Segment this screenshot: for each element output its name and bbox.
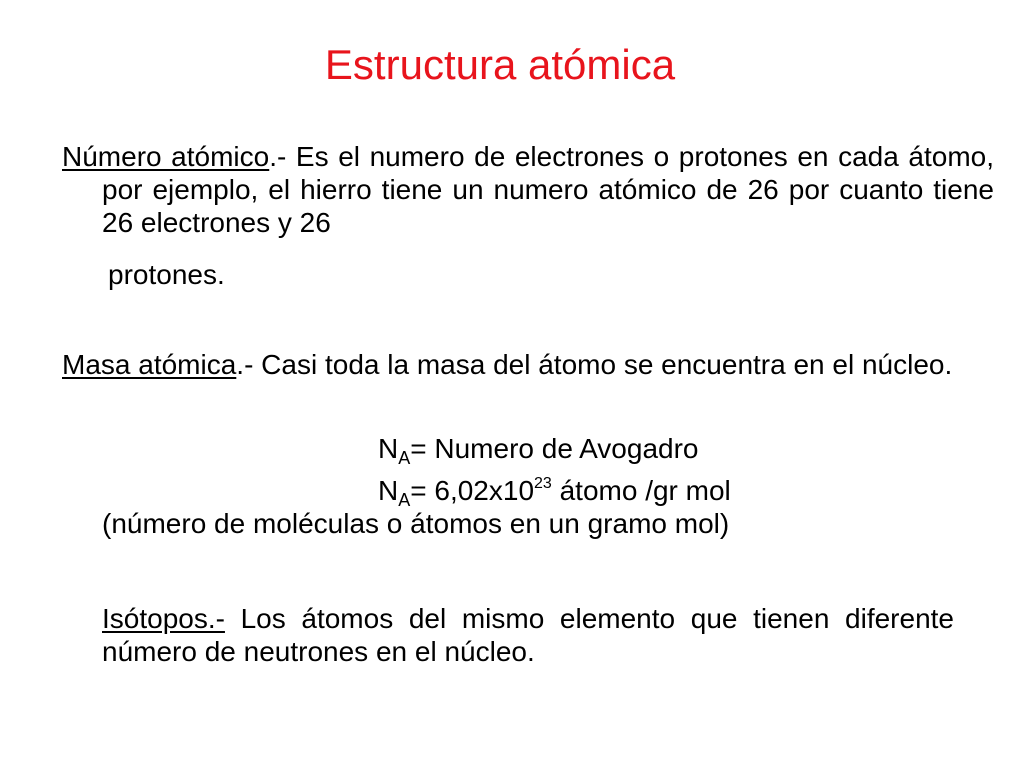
avogadro-value-number: = 6,02x10 [410,475,535,506]
masa-atomica-term: Masa atómica [62,349,237,380]
avogadro-value [378,474,1024,510]
avogadro-explanation: (número de moléculas o átomos en un gramo mol) [102,508,730,539]
avogadro-unit: átomo /gr mol [551,475,731,506]
avogadro-subscript: A [398,448,411,468]
slide-title: Estructura atómica [324,41,676,88]
avogadro-symbol: N [378,433,399,464]
avogadro-exponent: 23 [534,475,552,492]
numero-atomico-term: Número atómico [62,141,270,172]
avogadro-definition [378,432,1024,468]
avogadro-definition-text: = Numero de Avogadro [410,433,699,464]
isotopos-term: Isótopos.- [102,603,225,634]
numero-atomico-paragraph [62,140,994,239]
numero-atomico-text: .- Es el numero de electrones o protones en cada átomo, por ejemplo, el hierro tiene un numero atómico de 26 por cuanto tiene 26 electrones y 26 [102,141,995,238]
numero-atomico-continuation: protones. [108,259,225,290]
isotopos-paragraph [102,602,954,668]
masa-atomica-text: .- Casi toda la masa del átomo se encuentra en el núcleo. [236,349,953,380]
masa-atomica-paragraph [62,348,994,381]
avogadro-symbol-2: N [378,475,399,506]
avogadro-subscript-2: A [398,490,411,510]
isotopos-text: Los átomos del mismo elemento que tienen diferente número de neutrones en el núcleo. [102,603,954,667]
